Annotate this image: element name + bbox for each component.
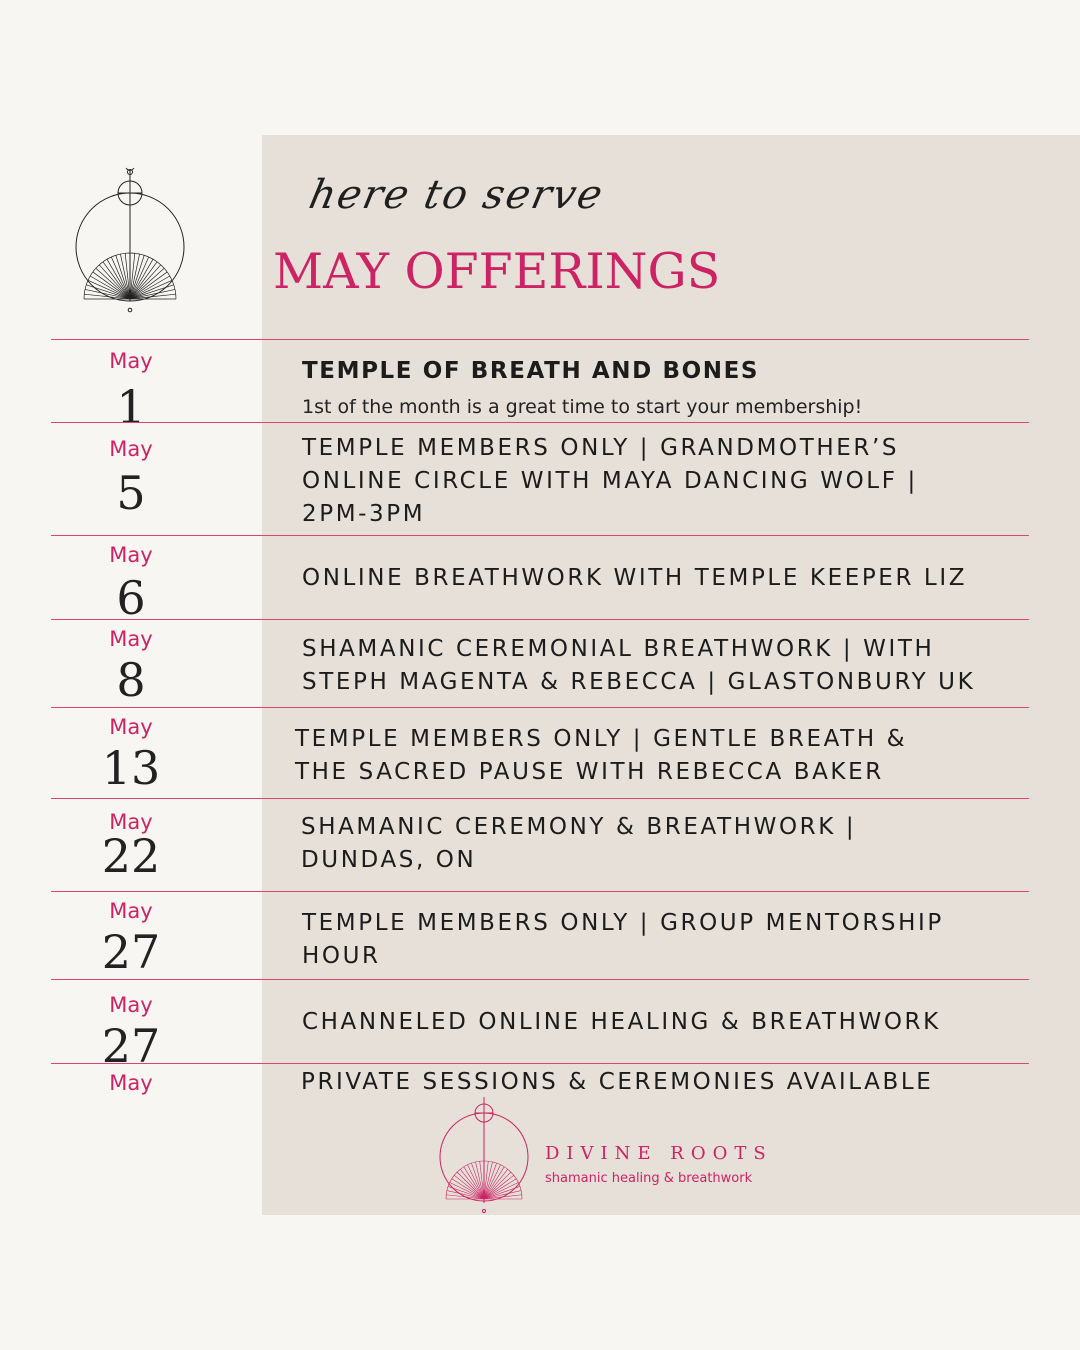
- brand-name: DIVINE ROOTS: [545, 1143, 773, 1164]
- event-title-line: STEPH MAGENTA & REBECCA | GLASTONBURY UK: [302, 669, 976, 695]
- row-divider: [51, 707, 1029, 708]
- page-title: MAY OFFERINGS: [273, 243, 721, 300]
- row-divider: [51, 339, 1029, 340]
- event-day: 27: [101, 1019, 161, 1073]
- event-title-line: HOUR: [302, 943, 381, 969]
- event-day: 8: [116, 653, 146, 707]
- event-title-line: ONLINE CIRCLE WITH MAYA DANCING WOLF |: [302, 468, 918, 494]
- row-divider: [51, 535, 1029, 536]
- event-day: 13: [101, 741, 161, 795]
- row-divider: [51, 1063, 1029, 1064]
- brand-subtitle: shamanic healing & breathwork: [545, 1171, 753, 1186]
- event-title-line: THE SACRED PAUSE WITH REBECCA BAKER: [295, 759, 884, 785]
- event-title-line: CHANNELED ONLINE HEALING & BREATHWORK: [302, 1009, 941, 1035]
- event-title-line: 2PM-3PM: [302, 501, 426, 527]
- event-month: May: [109, 349, 153, 373]
- event-month: May: [109, 627, 153, 651]
- event-month: May: [109, 543, 153, 567]
- event-month: May: [109, 437, 153, 461]
- event-title-line: SHAMANIC CEREMONIAL BREATHWORK | WITH: [302, 636, 935, 662]
- row-divider: [51, 619, 1029, 620]
- event-title-line: TEMPLE MEMBERS ONLY | GRANDMOTHER’S: [302, 435, 900, 461]
- event-note: 1st of the month is a great time to start your membership!: [302, 396, 863, 418]
- event-title-line: DUNDAS, ON: [301, 847, 477, 873]
- row-divider: [51, 891, 1029, 892]
- event-title-line: SHAMANIC CEREMONY & BREATHWORK |: [301, 814, 857, 840]
- row-divider: [51, 422, 1029, 423]
- tagline: here to serve: [305, 172, 609, 218]
- event-day: 1: [116, 380, 146, 434]
- sun-mandala-logo-icon: [70, 165, 190, 315]
- event-day: 5: [116, 466, 146, 520]
- event-title-line: ONLINE BREATHWORK WITH TEMPLE KEEPER LIZ: [302, 565, 968, 591]
- event-day: 27: [101, 925, 161, 979]
- row-divider: [51, 979, 1029, 980]
- event-month: May: [109, 899, 153, 923]
- event-day: 22: [101, 829, 161, 883]
- event-month: May: [109, 1071, 153, 1095]
- event-title-line: TEMPLE OF BREATH AND BONES: [302, 358, 760, 384]
- event-month: May: [109, 715, 153, 739]
- event-title-line: PRIVATE SESSIONS & CEREMONIES AVAILABLE: [301, 1069, 934, 1095]
- event-month: May: [109, 810, 153, 834]
- event-title-line: TEMPLE MEMBERS ONLY | GENTLE BREATH &: [295, 726, 908, 752]
- event-day: 6: [116, 571, 146, 625]
- row-divider: [51, 798, 1029, 799]
- event-title-line: TEMPLE MEMBERS ONLY | GROUP MENTORSHIP: [302, 910, 944, 936]
- divine-roots-logo-icon: [436, 1095, 532, 1215]
- event-month: May: [109, 993, 153, 1017]
